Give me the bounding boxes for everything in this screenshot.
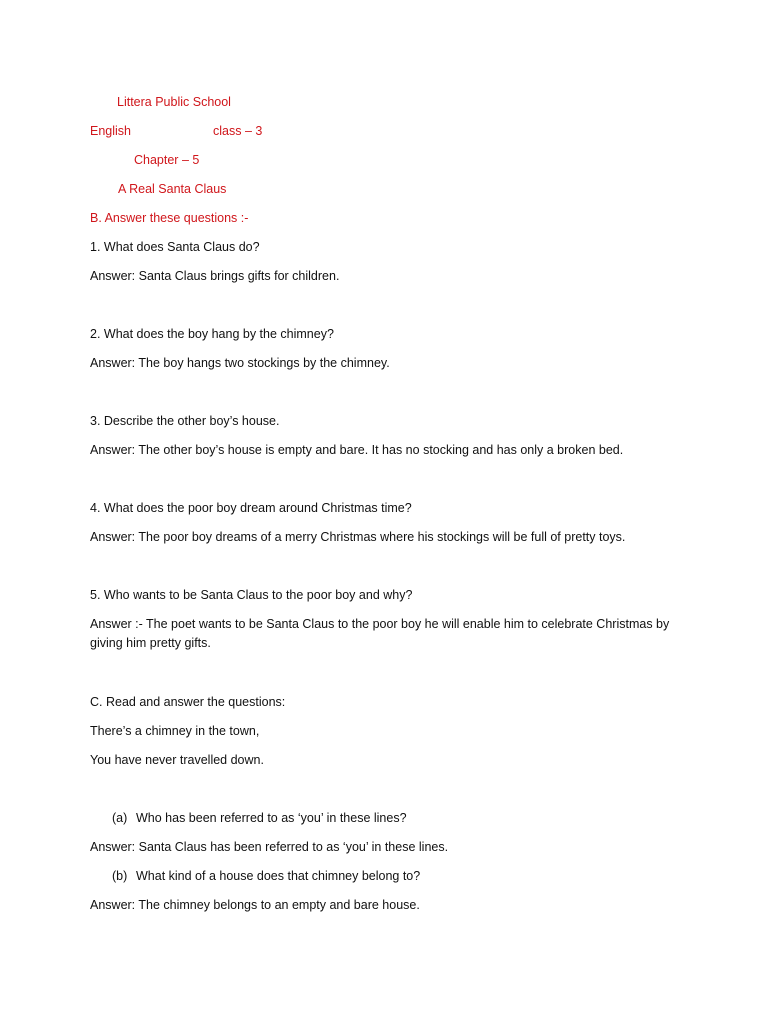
section-c-heading: C. Read and answer the questions: (90, 695, 286, 709)
poem-line-1: There’s a chimney in the town, (90, 724, 260, 738)
lesson-title: A Real Santa Claus (118, 182, 227, 196)
sub-answer-a: Answer: Santa Claus has been referred to as ‘you’ in these lines. (90, 840, 449, 854)
sub-question-a-text: Who has been referred to as ‘you’ in these lines? (136, 811, 407, 825)
subject-label: English (90, 124, 131, 138)
question-1: 1. What does Santa Claus do? (90, 240, 260, 254)
question-3: 3. Describe the other boy’s house. (90, 414, 280, 428)
question-2: 2. What does the boy hang by the chimney? (90, 327, 334, 341)
answer-5: Answer :- The poet wants to be Santa Claus to the poor boy he will enable him to celebrate Christmas by giving him pretty gifts. (90, 617, 670, 650)
sub-question-b-label: (b) (112, 869, 128, 883)
poem-line-2: You have never travelled down. (90, 753, 264, 767)
question-5: 5. Who wants to be Santa Claus to the poor boy and why? (90, 588, 413, 602)
sub-question-b (112, 868, 420, 884)
section-b-heading: B. Answer these questions :- (90, 211, 249, 225)
answer-2: Answer: The boy hangs two stockings by the chimney. (90, 356, 390, 370)
sub-question-a (112, 810, 407, 826)
class-label: class – 3 (213, 124, 263, 138)
sub-question-b-text: What kind of a house does that chimney belong to? (136, 869, 421, 883)
answer-1: Answer: Santa Claus brings gifts for children. (90, 269, 340, 283)
answer-3: Answer: The other boy’s house is empty and bare. It has no stocking and has only a broken bed. (90, 443, 624, 457)
sub-question-a-label: (a) (112, 811, 128, 825)
question-4: 4. What does the poor boy dream around Christmas time? (90, 501, 412, 515)
answer-4: Answer: The poor boy dreams of a merry Christmas where his stockings will be full of pretty toys. (90, 530, 626, 544)
chapter-label: Chapter – 5 (134, 153, 200, 167)
sub-answer-b: Answer: The chimney belongs to an empty and bare house. (90, 898, 420, 912)
school-name: Littera Public School (117, 95, 231, 109)
